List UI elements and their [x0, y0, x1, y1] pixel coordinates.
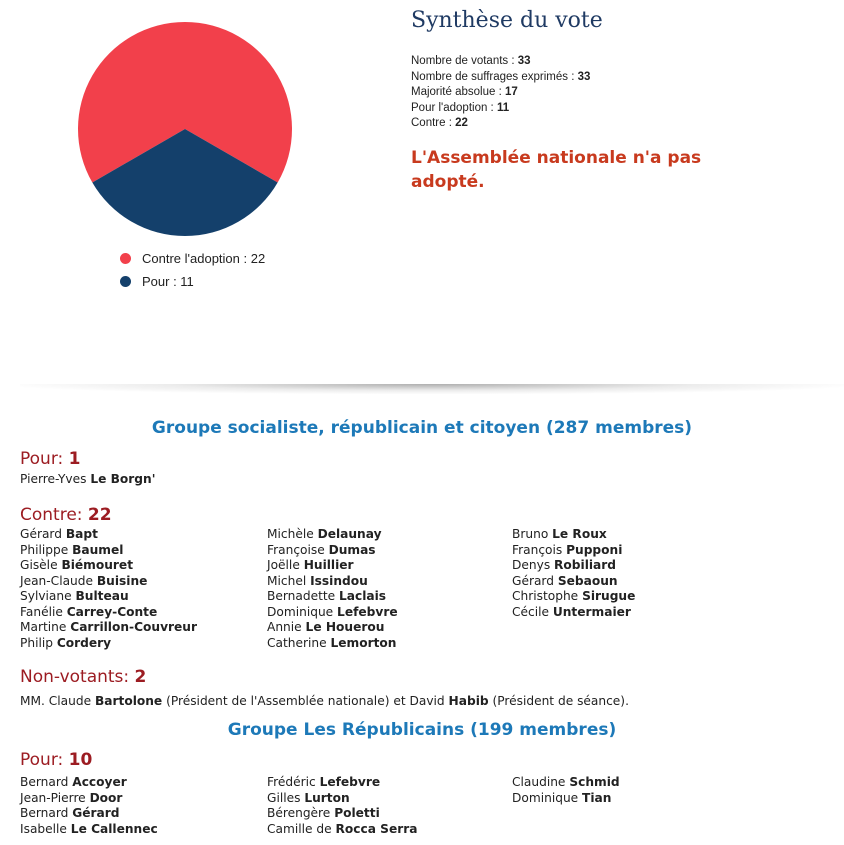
section-nonvotants-label: Non-votants: — [20, 667, 135, 687]
synthese-title: Synthèse du vote — [411, 8, 603, 33]
stat-majorite-value: 17 — [504, 86, 518, 98]
deputy-name — [512, 543, 635, 559]
deputy-last-name: Gérard — [72, 806, 120, 820]
deputy-name — [20, 620, 197, 636]
deputy-last-name: Le Borgn' — [90, 472, 156, 486]
stat-exprimes-value: 33 — [577, 70, 591, 83]
deputy-last-name: Door — [89, 790, 123, 805]
section-pour-count: 1 — [68, 449, 81, 469]
stat-majorite-label: Majorité absolue : — [411, 86, 505, 98]
nonvotants-mid: (Président de l'Assemblée nationale) et David — [162, 694, 449, 708]
deputy-first-name: Bernard — [20, 806, 73, 820]
deputy-last-name: Le Callennec — [70, 821, 158, 836]
section-head-pour-republicains — [20, 750, 92, 770]
deputy-name — [20, 822, 158, 838]
pour-names-col-1-republicains — [20, 775, 158, 837]
deputy-last-name: Biémouret — [61, 558, 134, 572]
stat-contre-value: 22 — [455, 117, 468, 129]
deputy-first-name: Dominique — [512, 790, 583, 805]
deputy-name — [267, 589, 398, 605]
deputy-name — [267, 775, 417, 791]
deputy-first-name: Gérard — [512, 573, 558, 588]
deputy-first-name: Camille de — [267, 821, 336, 836]
deputy-name — [20, 806, 158, 822]
deputy-name — [20, 558, 197, 574]
deputy-name — [20, 636, 197, 652]
deputy-name — [20, 605, 197, 621]
nonvotants-prefix: MM. Claude — [20, 694, 95, 708]
deputy-first-name: Gérard — [20, 527, 66, 541]
nonvotants-text — [20, 694, 629, 708]
contre-names-col-3 — [512, 527, 635, 620]
pour-names-list — [20, 472, 155, 488]
section-contre-count: 22 — [87, 505, 112, 525]
deputy-first-name: Fanélie — [20, 604, 67, 619]
deputy-first-name: Gisèle — [20, 558, 62, 572]
deputy-first-name: Christophe — [512, 589, 583, 603]
deputy-last-name: Lemorton — [330, 635, 397, 650]
deputy-last-name: Rocca Serra — [335, 821, 418, 836]
deputy-last-name: Laclais — [339, 589, 387, 603]
deputy-first-name: Jean-Claude — [20, 573, 97, 588]
deputy-first-name: Michel — [267, 573, 311, 588]
section-pour-label: Pour: — [20, 449, 69, 469]
stat-adoption — [411, 101, 590, 117]
deputy-last-name: Accoyer — [72, 775, 127, 789]
legend-label-pour: Pour : 11 — [142, 274, 194, 289]
deputy-name — [20, 543, 197, 559]
stat-majorite — [411, 85, 590, 101]
section-pour-label-republicains: Pour: — [20, 750, 69, 770]
deputy-last-name: Cordery — [56, 635, 112, 650]
deputy-name — [20, 472, 155, 488]
deputy-name — [267, 558, 398, 574]
section-head-nonvotants — [20, 667, 146, 687]
section-head-pour — [20, 449, 81, 469]
deputy-last-name: Carrey-Conte — [66, 604, 158, 619]
contre-names-col-2 — [267, 527, 398, 651]
deputy-first-name: Philip — [20, 635, 57, 650]
deputy-first-name: Sylviane — [20, 589, 76, 603]
stat-exprimes — [411, 70, 590, 86]
deputy-last-name: Lefebvre — [319, 775, 381, 789]
vote-result: L'Assemblée nationale n'a pas adopté. — [411, 148, 702, 192]
deputy-first-name: Gilles — [267, 790, 305, 805]
stat-contre — [411, 116, 590, 132]
group-title-republicains: Groupe Les Républicains (199 membres) — [227, 720, 617, 740]
deputy-name — [512, 558, 635, 574]
deputy-first-name: Dominique — [267, 604, 338, 619]
deputy-last-name: Buisine — [96, 573, 148, 588]
stat-votants — [411, 54, 590, 70]
deputy-last-name: Sebaoun — [557, 573, 618, 588]
deputy-name — [267, 791, 417, 807]
deputy-first-name: Frédéric — [267, 775, 320, 789]
pour-names-col-2-republicains — [267, 775, 417, 837]
deputy-last-name: Pupponi — [566, 542, 623, 557]
deputy-first-name: Philippe — [20, 542, 73, 557]
deputy-first-name: Françoise — [267, 542, 329, 557]
nonvotants-name-1: Bartolone — [94, 694, 163, 708]
legend-item-pour — [120, 274, 194, 289]
legend-dot-contre-icon — [120, 253, 131, 264]
deputy-last-name: Delaunay — [317, 527, 382, 541]
deputy-last-name: Baumel — [72, 542, 124, 557]
deputy-name — [20, 775, 158, 791]
deputy-last-name: Dumas — [328, 542, 376, 557]
deputy-name — [512, 791, 620, 807]
vote-pie-chart — [74, 18, 296, 240]
legend-dot-pour-icon — [120, 276, 131, 287]
deputy-first-name: Denys — [512, 558, 555, 572]
deputy-name — [267, 574, 398, 590]
deputy-first-name: Bernard — [20, 775, 73, 789]
deputy-name — [20, 589, 197, 605]
deputy-name — [267, 605, 398, 621]
deputy-name — [20, 527, 197, 543]
stat-exprimes-label: Nombre de suffrages exprimés : — [411, 70, 578, 83]
deputy-last-name: Huillier — [303, 558, 354, 572]
deputy-name — [267, 620, 398, 636]
contre-names-col-1 — [20, 527, 197, 651]
deputy-first-name: Bernadette — [267, 589, 340, 603]
deputy-name — [20, 574, 197, 590]
deputy-name — [267, 636, 398, 652]
deputy-last-name: Lefebvre — [337, 604, 398, 619]
deputy-name — [512, 605, 635, 621]
deputy-first-name: Cécile — [512, 604, 553, 619]
stat-contre-label: Contre : — [411, 117, 456, 129]
deputy-first-name: François — [512, 542, 567, 557]
deputy-name — [512, 527, 635, 543]
deputy-name — [267, 527, 398, 543]
deputy-first-name: Joëlle — [267, 558, 304, 572]
deputy-first-name: Catherine — [267, 635, 331, 650]
deputy-last-name: Untermaier — [552, 604, 631, 619]
deputy-first-name: Annie — [267, 620, 306, 634]
deputy-first-name: Bruno — [512, 527, 553, 541]
deputy-first-name: Martine — [20, 620, 71, 634]
deputy-last-name: Bapt — [65, 527, 98, 541]
deputy-name — [512, 589, 635, 605]
section-head-contre — [20, 505, 112, 525]
deputy-first-name: Bérengère — [267, 806, 335, 820]
deputy-name — [512, 775, 620, 791]
deputy-name — [267, 806, 417, 822]
nonvotants-name-2: Habib — [448, 694, 489, 708]
section-contre-label: Contre: — [20, 505, 88, 525]
section-nonvotants-count: 2 — [134, 667, 147, 687]
group-title-socialiste: Groupe socialiste, républicain et citoyen (287 membres) — [151, 418, 693, 438]
deputy-last-name: Issindou — [310, 573, 368, 588]
section-pour-count-republicains: 10 — [68, 750, 93, 770]
stat-adoption-value: 11 — [496, 101, 510, 114]
stat-votants-label: Nombre de votants : — [411, 55, 518, 67]
deputy-last-name: Bulteau — [75, 589, 129, 603]
deputy-last-name: Le Roux — [552, 527, 607, 541]
deputy-first-name: Michèle — [267, 527, 318, 541]
deputy-last-name: Le Houerou — [305, 620, 385, 634]
legend-item-contre — [120, 251, 265, 266]
deputy-name — [512, 574, 635, 590]
vote-stats — [411, 54, 590, 132]
section-divider — [20, 384, 844, 394]
deputy-last-name: Robiliard — [554, 558, 617, 572]
deputy-first-name: Jean-Pierre — [20, 790, 90, 805]
deputy-first-name: Pierre-Yves — [20, 472, 91, 486]
nonvotants-suffix: (Président de séance). — [488, 694, 629, 708]
stat-votants-value: 33 — [517, 55, 531, 67]
deputy-last-name: Schmid — [569, 775, 620, 789]
deputy-last-name: Sirugue — [582, 589, 636, 603]
legend-label-contre: Contre l'adoption : 22 — [142, 251, 266, 266]
deputy-first-name: Claudine — [512, 775, 570, 789]
deputy-last-name: Tian — [582, 790, 612, 805]
deputy-name — [267, 822, 417, 838]
deputy-last-name: Lurton — [304, 790, 350, 805]
deputy-last-name: Poletti — [334, 806, 380, 820]
stat-adoption-label: Pour l'adoption : — [411, 101, 497, 114]
pour-names-col-3-republicains — [512, 775, 620, 806]
deputy-first-name: Isabelle — [20, 821, 71, 836]
deputy-name — [20, 791, 158, 807]
deputy-last-name: Carrillon-Couvreur — [70, 620, 197, 634]
deputy-name — [267, 543, 398, 559]
